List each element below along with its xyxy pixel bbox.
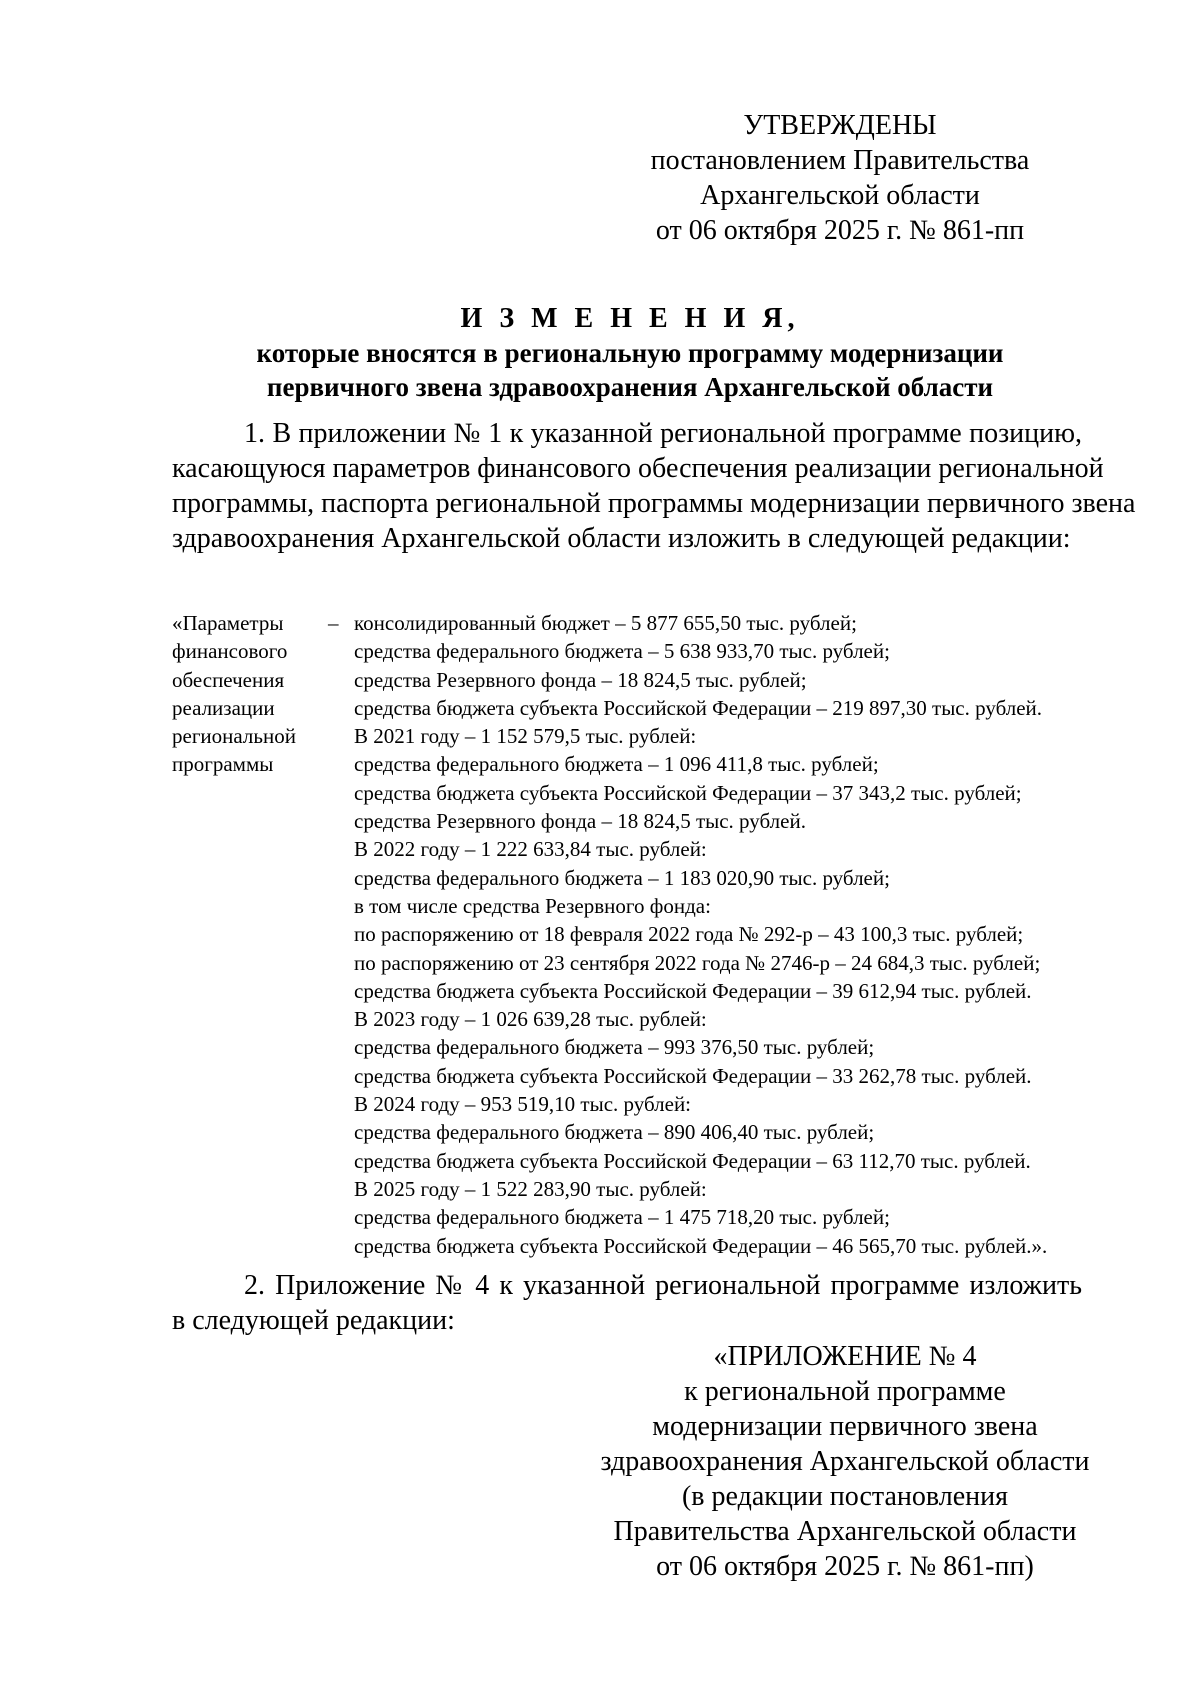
annex-header [590,1339,1100,1584]
document-subtitle-line: которые вносятся в региональную программу модернизации [256,338,1004,368]
value-line: средства Резервного фонда – 18 824,5 тыс. рублей; [354,667,807,692]
value-line: средства федерального бюджета – 1 475 718,20 тыс. рублей; [354,1205,890,1230]
document-heading [170,302,1090,404]
value-line: средства федерального бюджета – 1 096 411,8 тыс. рублей; [354,752,879,777]
annex-line: (в редакции постановления [681,1481,1009,1512]
approval-title: УТВЕРЖДЕНЫ [743,110,937,141]
value-line: В 2024 году – 953 519,10 тыс. рублей: [354,1092,692,1117]
label-line: финансового [172,639,288,664]
value-line: В 2025 году – 1 522 283,90 тыс. рублей: [354,1176,707,1201]
paragraph-2 [172,1268,1082,1338]
annex-line: здравоохранения Архангельской области [600,1446,1090,1477]
value-line: В 2022 году – 1 222 633,84 тыс. рублей: [354,837,707,862]
value-line: средства бюджета субъекта Российской Федерации – 39 612,94 тыс. рублей. [354,978,1032,1003]
value-line: средства бюджета субъекта Российской Федерации – 33 262,78 тыс. рублей. [354,1063,1032,1088]
value-line: средства федерального бюджета – 993 376,50 тыс. рублей; [354,1035,875,1060]
annex-title: «ПРИЛОЖЕНИЕ № 4 [713,1341,977,1372]
approval-line: постановлением Правительства [650,145,1030,176]
document-title: И З М Е Н Е Н И Я, [460,303,800,334]
value-line: средства бюджета субъекта Российской Федерации – 219 897,30 тыс. рублей. [354,695,1043,720]
annex-line: Правительства Архангельской области [613,1516,1077,1547]
value-line: в том числе средства Резервного фонда: [354,893,711,918]
parameters-dash: – [328,611,339,635]
parameters-values [354,609,1114,1260]
label-line: реализации [172,695,275,720]
value-line: средства федерального бюджета – 5 638 933,70 тыс. рублей; [354,639,890,664]
value-line: средства федерального бюджета – 890 406,40 тыс. рублей; [354,1120,875,1145]
value-line: средства бюджета субъекта Российской Федерации – 46 565,70 тыс. рублей.». [354,1233,1048,1258]
paragraph-1 [172,416,1136,556]
value-line: В 2023 году – 1 026 639,28 тыс. рублей: [354,1007,707,1032]
paragraph-line: 1. В приложении № 1 к указанной региональной программе позицию, [244,418,1082,449]
label-line: региональной [172,724,296,749]
approval-block [600,108,1080,248]
value-line: средства бюджета субъекта Российской Федерации – 63 112,70 тыс. рублей. [354,1148,1031,1173]
parameters-label [172,609,322,779]
label-line: обеспечения [172,667,285,692]
paragraph-line: 2. Приложение № 4 к указанной региональной программе изложить [244,1270,1082,1301]
paragraph-line: в следующей редакции: [172,1305,455,1336]
approval-date-line: от 06 октября 2025 г. № 861-пп [655,215,1025,246]
annex-line: модернизации первичного звена [652,1411,1038,1442]
document-subtitle-line: первичного звена здравоохранения Архангельской области [266,372,994,402]
value-line: по распоряжению от 18 февраля 2022 года № 292-р – 43 100,3 тыс. рублей; [354,922,1024,947]
value-line: по распоряжению от 23 сентября 2022 года № 2746-р – 24 684,3 тыс. рублей; [354,950,1041,975]
value-line: средства бюджета субъекта Российской Федерации – 37 343,2 тыс. рублей; [354,780,1022,805]
label-line: «Параметры [172,611,284,635]
label-line: программы [172,752,274,777]
annex-date-line: от 06 октября 2025 г. № 861-пп) [656,1551,1034,1582]
value-line: средства федерального бюджета – 1 183 020,90 тыс. рублей; [354,865,890,890]
value-line: консолидированный бюджет – 5 877 655,50 тыс. рублей; [354,611,857,635]
paragraph-line: здравоохранения Архангельской области изложить в следующей редакции: [172,523,1071,554]
value-line: средства Резервного фонда – 18 824,5 тыс. рублей. [354,809,806,834]
annex-line: к региональной программе [684,1376,1006,1407]
value-line: В 2021 году – 1 152 579,5 тыс. рублей: [354,724,697,749]
paragraph-line: касающуюся параметров финансового обеспечения реализации региональной [172,453,1104,484]
paragraph-line: программы, паспорта региональной программы модернизации первичного звена [172,488,1136,519]
approval-line: Архангельской области [700,180,980,211]
